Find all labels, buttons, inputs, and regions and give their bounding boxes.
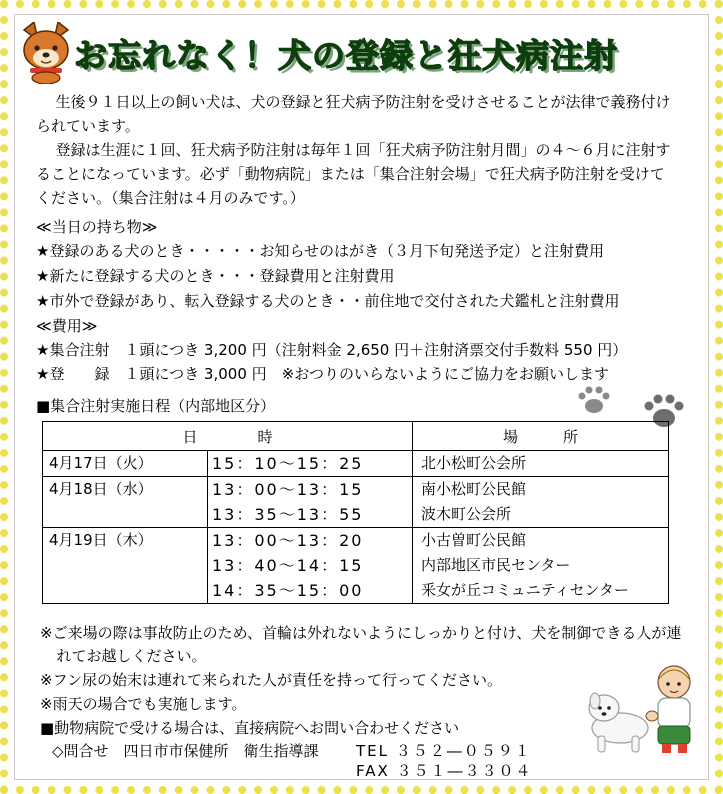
list-item: ★登録のある犬のとき・・・・・お知らせのはがき（３月下旬発送予定）と注射費用 <box>36 242 605 260</box>
note-waste: ※フン尿の始末は連れて来られた人が責任を持って行ってください。 <box>40 671 502 689</box>
date-cell <box>43 528 208 604</box>
date-cell <box>43 451 208 477</box>
intro-paragraph-2: 登録は生涯に１回、狂犬病予防注射は毎年１回「狂犬病予防注射月間」の４～６月に注射することになっています。必ず「動物病院」または「集合注射会場」で狂犬病予防注射を受けてください。（集合注射は４月のみです。） <box>36 141 671 207</box>
schedule-heading: ■集合注射実施日程（内部地区分） <box>36 397 276 415</box>
fee-item: ★集合注射 １頭につき 3,200 円（注射料金 2,650 円＋注射済票交付手数料 550 円） <box>36 341 628 359</box>
note-rain: ※雨天の場合でも実施します。 <box>40 695 247 713</box>
time-text: 13：00～13：15 <box>212 480 364 499</box>
page-title: お忘れなく！犬の登録と狂犬病注射 <box>74 36 618 75</box>
time-text: 13：00～13：20 <box>212 531 364 550</box>
place-cell <box>413 451 669 477</box>
place-cell <box>413 477 669 528</box>
time-cell <box>208 451 413 477</box>
list-item: ★新たに登録する犬のとき・・・登録費用と注射費用 <box>36 267 395 285</box>
fax-number: FAX ３５１―３３０４ <box>356 762 533 780</box>
date-text: 4月19日（木） <box>49 531 153 549</box>
boy-with-white-dog-icon <box>578 656 704 756</box>
time-cell <box>208 528 413 604</box>
date-text: 4月18日（水） <box>49 480 153 498</box>
place-text: 小古曽町公民館 <box>421 531 527 549</box>
place-text: 釆女が丘コミュニティセンター <box>421 581 629 599</box>
table-row <box>43 528 669 604</box>
time-text: 14：35～15：00 <box>212 581 364 600</box>
items-header: ≪当日の持ち物≫ <box>36 218 158 236</box>
time-text: 13：35～13：55 <box>212 505 364 524</box>
table-header-row <box>43 422 669 451</box>
column-header-place: 場 所 <box>413 422 669 451</box>
shiba-dog-head-icon <box>18 22 74 84</box>
place-text: 内部地区市民センター <box>421 556 571 574</box>
place-text: 南小松町公民館 <box>421 480 527 498</box>
fee-item: ★登 録 １頭につき 3,000 円 ※おつりのいらないようにご協力をお願いします <box>36 365 610 383</box>
table-row <box>43 477 669 528</box>
time-text: 15：10～15：25 <box>212 454 364 473</box>
time-cell <box>208 477 413 528</box>
date-text: 4月17日（火） <box>49 454 153 472</box>
date-cell <box>43 477 208 528</box>
tel-number: TEL ３５２―０５９１ <box>356 742 532 760</box>
list-item: ★市外で登録があり、転入登録する犬のとき・・前住地で交付された犬鑑札と注射費用 <box>36 292 620 310</box>
schedule-table <box>42 421 669 604</box>
inquiry-label: ◇問合せ 四日市市保健所 衛生指導課 <box>52 742 319 760</box>
time-text: 13：40～14：15 <box>212 556 364 575</box>
clinic-note: ■動物病院で受ける場合は、直接病院へお問い合わせください <box>40 719 460 737</box>
intro-paragraph-1: 生後９１日以上の飼い犬は、犬の登録と狂犬病予防注射を受けさせることが法律で義務付けられています。 <box>36 93 671 135</box>
table-row <box>43 451 669 477</box>
place-text: 波木町公会所 <box>421 505 512 523</box>
place-cell <box>413 528 669 604</box>
note-leash: ※ご来場の際は事故防止のため、首輪は外れないようにしっかりと付け、犬を制御できる人が連れてお越しください。 <box>40 624 682 665</box>
fees-header: ≪費用≫ <box>36 317 98 335</box>
column-header-datetime: 日 時 <box>43 422 413 451</box>
place-text: 北小松町公会所 <box>421 454 527 472</box>
